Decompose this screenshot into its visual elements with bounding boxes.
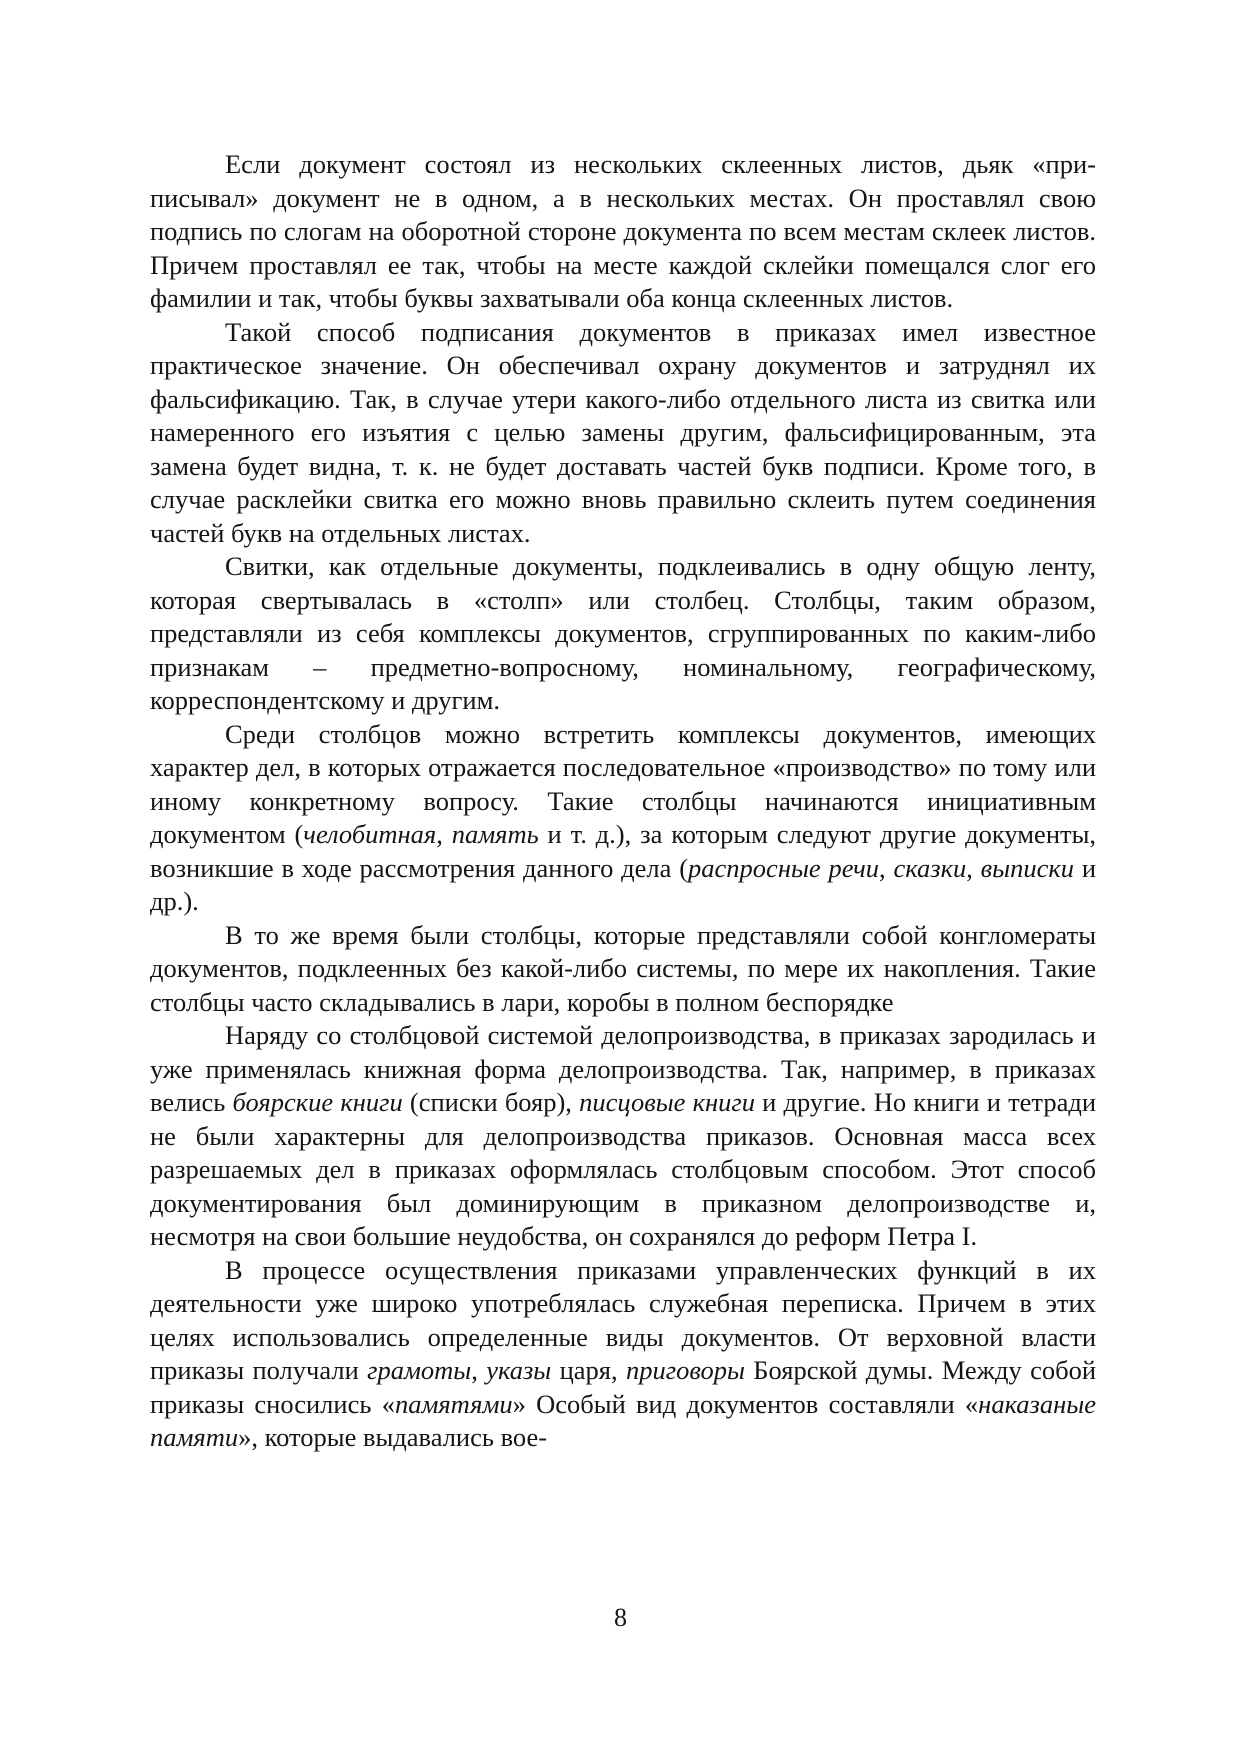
italic-term: распросные речи	[688, 852, 880, 883]
text-run: ,	[966, 852, 981, 883]
text-run: Свитки, как отдельные документы, подклеивались в одну общую ленту, которая свертывалась в «столп» или столбец. Столбцы, таким образом, представляли из себя комплексы документов, сгруппированных по каким-либо признакам – предметно-вопросному, номинальному, географическому, корреспондентскому и другим.	[150, 551, 1096, 715]
paragraph	[150, 148, 1096, 316]
text-run: ,	[471, 1355, 487, 1385]
text-run: В процессе осуществления приказами управленческих функций в их деятельности уже широко употреблялась служебная переписка. Причем в этих целях использовались определенные виды документов. От верховной власти приказы получали	[150, 1254, 1096, 1385]
italic-term: боярские книги	[232, 1087, 403, 1117]
italic-term: памятями	[394, 1388, 513, 1419]
text-run: Среди столбцов можно встретить комплексы документов, имеющих характер дел, в которых отражается последовательное «производство» по тому или иному конкретному вопросу. Такие столбцы начинаются инициативным документом (	[150, 718, 1096, 849]
text-run: ,	[879, 852, 894, 883]
italic-term: грамоты	[367, 1355, 472, 1385]
paragraph	[150, 550, 1096, 718]
text-run: Боярской думы. Между собой приказы сносились «	[150, 1355, 1097, 1419]
text-run: Если документ состоял из нескольких склеенных листов, дьяк «приписывал» документ не в одном, а в нескольких местах. Он проставлял свою подпись по слогам на оборотной стороне документа по всем местам склеек листов. Причем проставлял ее так, чтобы на месте каждой склейки помещался слог его фамилии и так, чтобы буквы захватывали оба конца склеенных листов.	[150, 149, 1096, 313]
paragraph	[150, 1019, 1096, 1254]
text-run: Наряду со столбцовой системой делопроизводства, в приказах зародилась и уже применялась книжная форма делопроизводства. Так, например, в приказах велись	[150, 1020, 1096, 1117]
italic-term: выписки	[980, 852, 1075, 883]
italic-term: память	[451, 819, 539, 849]
text-run: (списки бояр),	[402, 1087, 580, 1117]
text-run: и другие. Но книги и тетради не были характерны для делопроизводства приказов. Основная масса всех разрешаемых дел в приказах оформлялась столбцовым способом. Этот способ документирования был доминирующим в приказном делопроизводстве и, несмотря на свои большие неудобства, он сохранялся до реформ Петра I.	[150, 1087, 1097, 1251]
text-run: и т. д.), за которым следуют другие документы, возникшие в ходе рассмотрения данного дела (	[150, 819, 1097, 883]
text-run: » Особый вид документов составляли «	[512, 1388, 979, 1419]
text-run: », которые выдавались вое-	[238, 1422, 548, 1452]
text-run: В то же время были столбцы, которые представляли собой конгломераты документов, подклеенных без какой-либо системы, по мере их накопления. Такие столбцы часто складывались в лари, коробы в полном беспорядке	[150, 919, 1096, 1017]
text-run: и др.).	[150, 852, 1097, 916]
italic-term: писцовые книги	[579, 1087, 755, 1117]
text-run: царя,	[551, 1355, 626, 1385]
body-text	[150, 148, 1096, 1455]
paragraph	[150, 316, 1096, 551]
page-number: 8	[614, 1603, 627, 1632]
text-run: Такой способ подписания документов в приказах имел известное практическое значение. Он обеспечивал охрану документов и затруднял их фальсификацию. Так, в случае утери какого-либо отдельного листа из свитка или намеренного его изъятия с целью замены другим, фальсифицированным, эта замена будет видна, т. к. не будет доставать частей букв подписи. Кроме того, в случае расклейки свитка его можно вновь правильно склеить путем соединения частей букв на отдельных листах.	[150, 316, 1096, 548]
paragraph	[150, 718, 1096, 919]
italic-term: челобитная	[303, 819, 437, 849]
italic-term: сказки	[893, 852, 967, 883]
italic-term: приговоры	[625, 1355, 745, 1385]
text-run: ,	[436, 819, 452, 849]
italic-term: наказаные памяти	[150, 1388, 1096, 1452]
paragraph	[150, 919, 1096, 1020]
paragraph	[150, 1254, 1096, 1455]
italic-term: указы	[486, 1355, 552, 1385]
